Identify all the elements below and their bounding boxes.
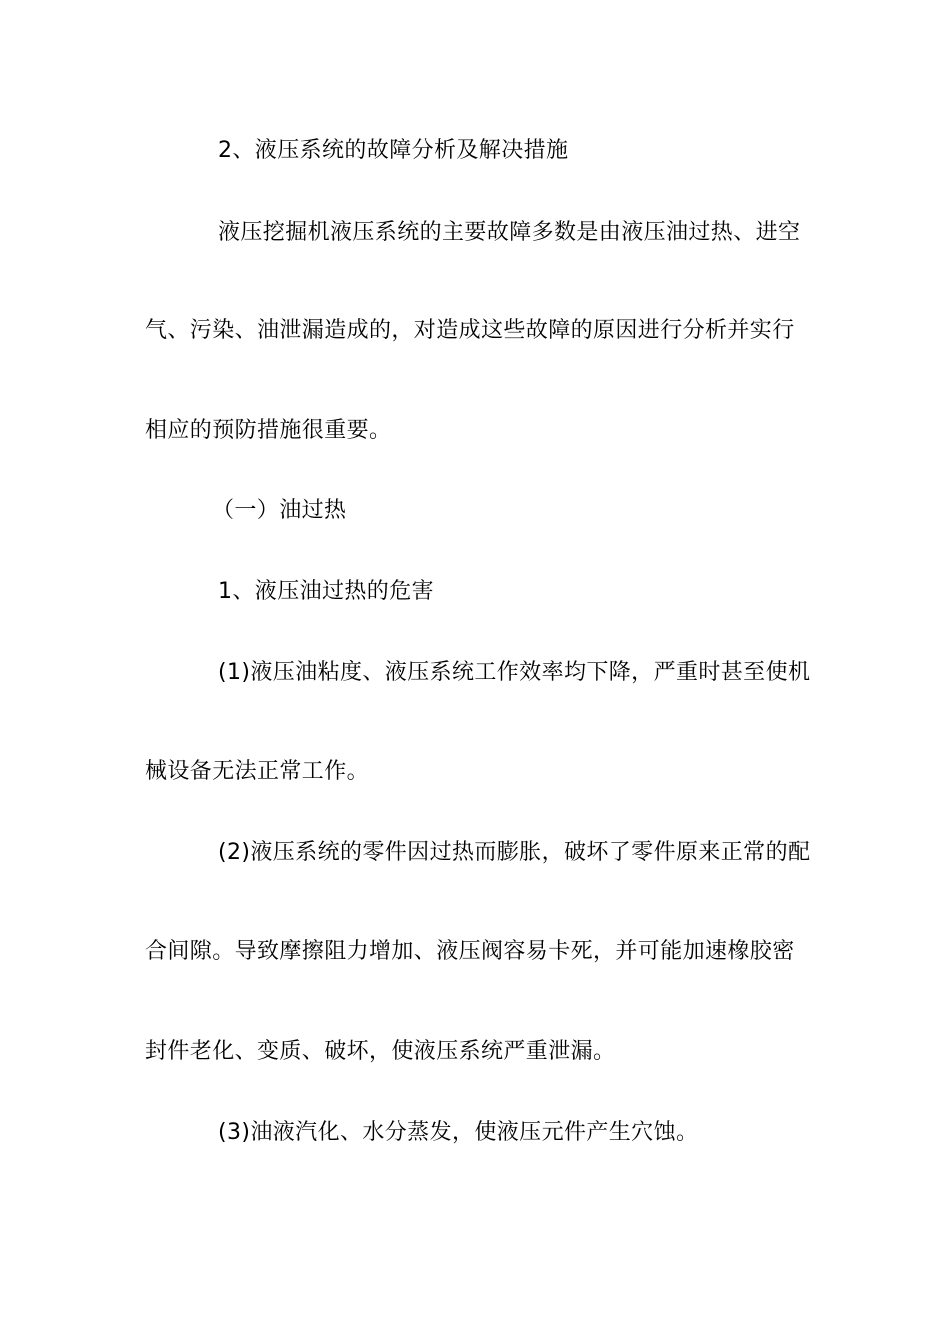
subsection-heading: （一）油过热 bbox=[212, 498, 347, 523]
subsection-heading: 1、液压油过热的危害 bbox=[218, 579, 434, 604]
paragraph-line: 封件老化、变质、破坏，使液压系统严重泄漏。 bbox=[145, 1039, 616, 1064]
paragraph-line: 液压挖掘机液压系统的主要故障多数是由液压油过热、进空 bbox=[218, 220, 801, 245]
paragraph-line: (1)液压油粘度、液压系统工作效率均下降，严重时甚至使机 bbox=[218, 660, 811, 685]
paragraph-line: (2)液压系统的零件因过热而膨胀，破坏了零件原来正常的配 bbox=[218, 840, 811, 865]
paragraph-line: 合间隙。导致摩擦阻力增加、液压阀容易卡死，并可能加速橡胶密 bbox=[145, 939, 795, 964]
section-heading: 2、液压系统的故障分析及解决措施 bbox=[218, 138, 569, 163]
paragraph-line: 气、污染、油泄漏造成的，对造成这些故障的原因进行分析并实行 bbox=[145, 318, 795, 343]
paragraph-line: 械设备无法正常工作。 bbox=[145, 759, 370, 784]
paragraph-line: (3)油液汽化、水分蒸发，使液压元件产生穴蚀。 bbox=[218, 1120, 699, 1145]
paragraph-line: 相应的预防措施很重要。 bbox=[145, 418, 392, 443]
